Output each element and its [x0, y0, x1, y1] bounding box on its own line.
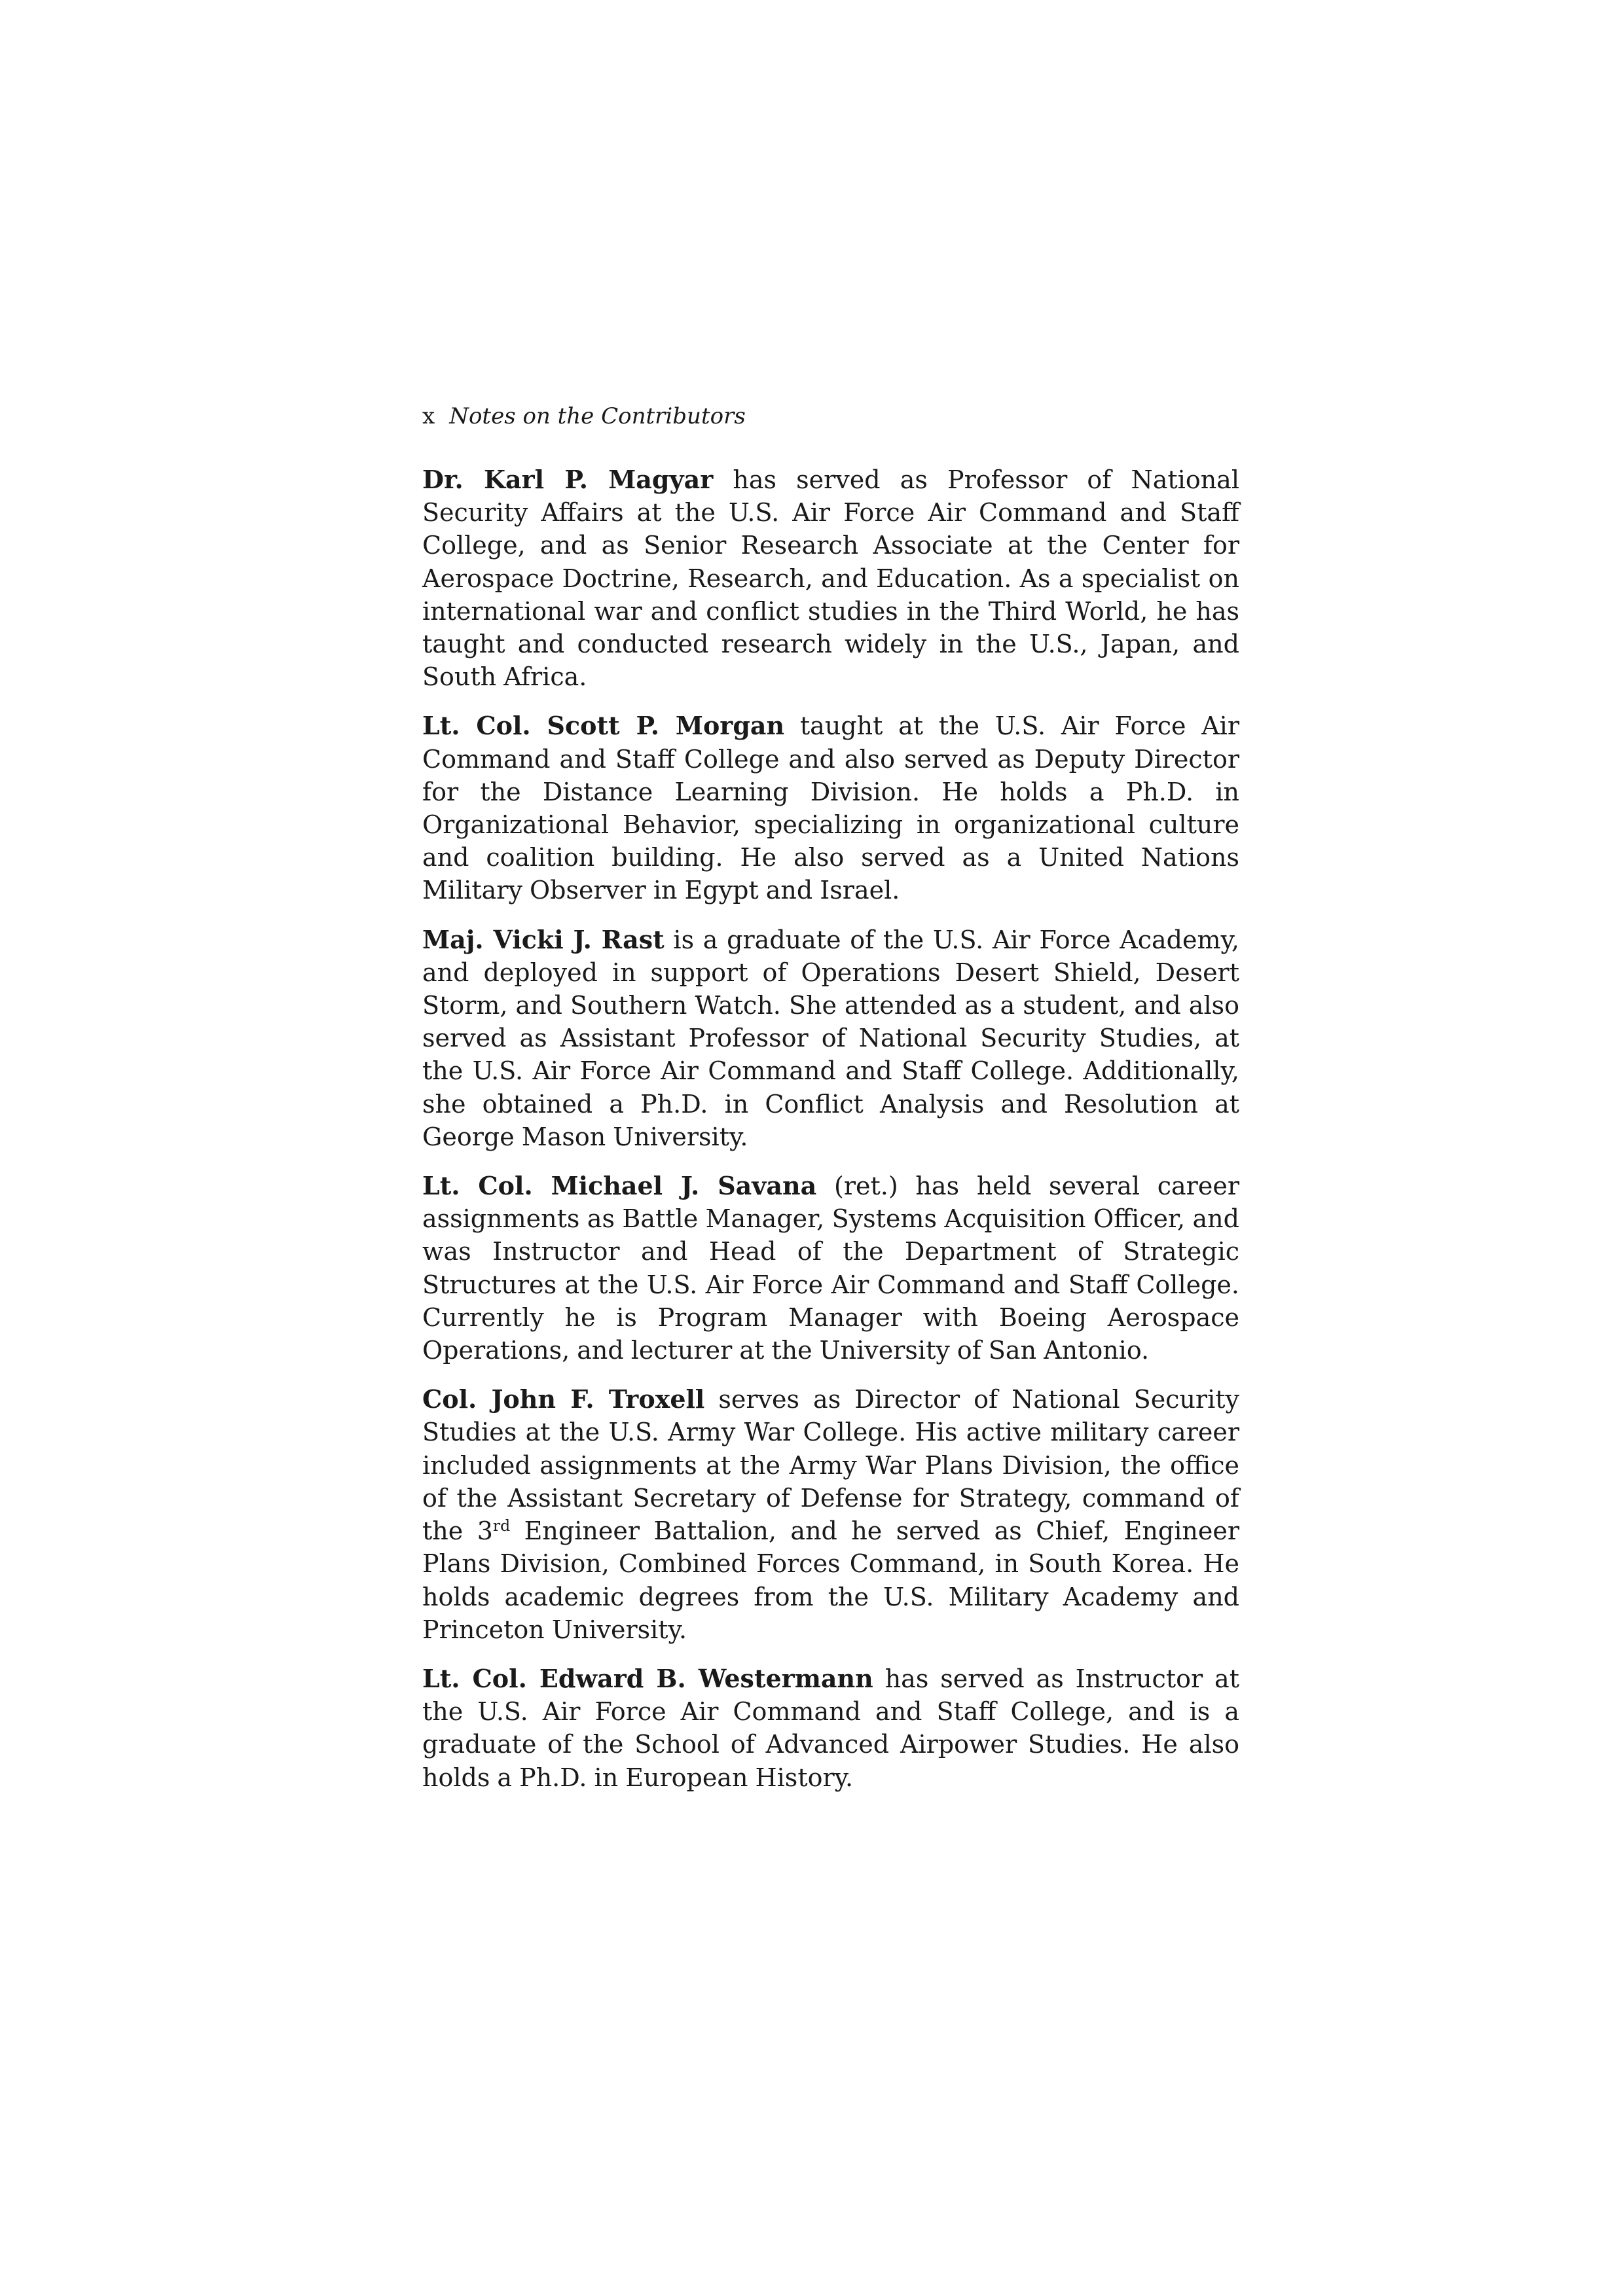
contributor-entry	[422, 463, 1239, 693]
ordinal-superscript: rd	[492, 1516, 511, 1535]
running-head	[422, 397, 1247, 436]
contributor-name: Col. John F. Troxell	[422, 1384, 705, 1414]
page-number: x	[422, 403, 435, 429]
contributor-bio: taught at the U.S. Air Force Air Command and Staff College and also served as Deputy Director for the Distance Learning Division. He holds a Ph.D. in Organizational Behavior, specializing in organizational culture and coalition building. He also served as a United Nations Military Observer in Egypt and Israel.	[422, 711, 1239, 905]
contributor-bio: has served as Professor of National Security Affairs at the U.S. Air Force Air Command and Staff College, and as Senior Research Associate at the Center for Aerospace Doctrine, Research, and Education. As a specialist on international war and conflict studies in the Third World, he has taught and conducted research widely in the U.S., Japan, and South Africa.	[422, 465, 1239, 692]
contributor-entry	[422, 1170, 1239, 1367]
contributor-entry	[422, 1662, 1239, 1794]
contributor-bio: is a graduate of the U.S. Air Force Academy, and deployed in support of Operations Desert Shield, Desert Storm, and Southern Watch. She attended as a student, and also served as Assistant Professor of National Security Studies, at the U.S. Air Force Air Command and Staff College. Additionally, she obtained a Ph.D. in Conflict Analysis and Resolution at George Mason University.	[422, 925, 1239, 1151]
contributor-entry	[422, 709, 1239, 906]
contributor-name: Dr. Karl P. Magyar	[422, 465, 714, 494]
contributor-bio: (ret.) has held several career assignments as Battle Manager, Systems Acquisition Officer, and was Instructor and Head of the Department of Strategic Structures at the U.S. Air Force Air Command and Staff College. Currently he is Program Manager with Boeing Aerospace Operations, and lecturer at the University of San Antonio.	[422, 1172, 1239, 1365]
running-head-title: Notes on the Contributors	[449, 403, 746, 429]
contributor-entry	[422, 924, 1239, 1153]
contributor-bio: has served as Instructor at the U.S. Air Force Air Command and Staff College, and is a graduate of the School of Advanced Airpower Studies. He also holds a Ph.D. in European History.	[422, 1664, 1239, 1792]
contributor-name: Lt. Col. Scott P. Morgan	[422, 711, 785, 741]
contributor-name: Lt. Col. Michael J. Savana	[422, 1171, 817, 1201]
contributor-name: Lt. Col. Edward B. Westermann	[422, 1663, 873, 1693]
contributor-entry	[422, 1383, 1239, 1646]
contributor-bio: serves as Director of National Security Studies at the U.S. Army War College. His active military career included assignments at the Army War Plans Division, the office of the Assistant Secretary of Defense for Strategy, command of the 3	[422, 1385, 1239, 1546]
contributor-name: Maj. Vicki J. Rast	[422, 924, 665, 954]
contributors-list	[422, 463, 1239, 1810]
contributor-bio-continued: Engineer Battalion, and he served as Chief, Engineer Plans Division, Combined Forces Command, in South Korea. He holds academic degrees from the U.S. Military Academy and Princeton University.	[422, 1516, 1239, 1644]
